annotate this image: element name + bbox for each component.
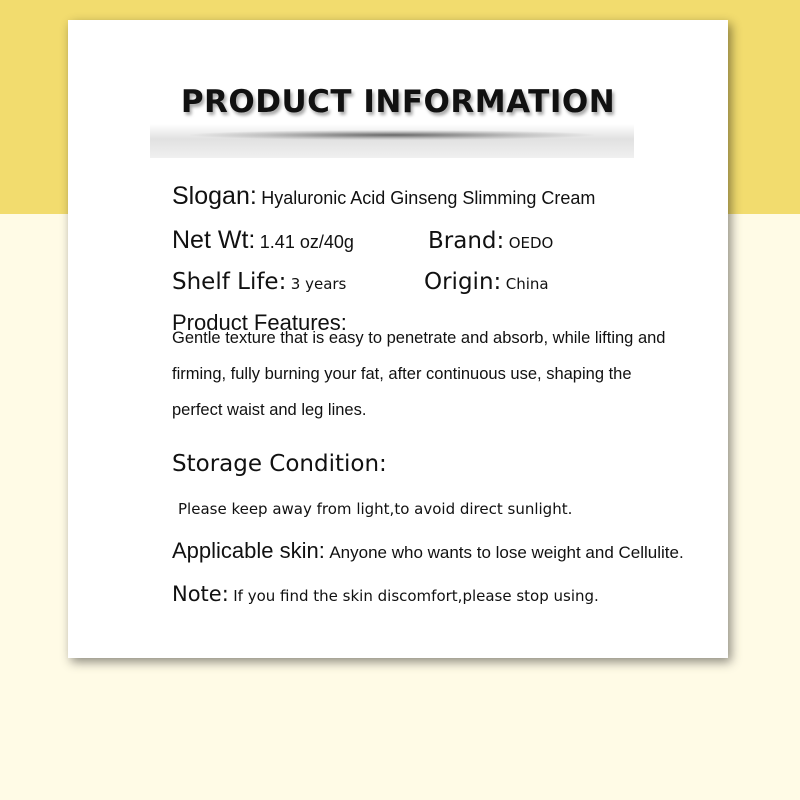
- features-line: firming, fully burning your fat, after continuous use, shaping the: [172, 365, 632, 383]
- features-label: Product Features:: [172, 310, 347, 335]
- origin-value: China: [505, 275, 549, 293]
- features-text: [172, 320, 732, 428]
- brand-value: OEDO: [508, 234, 554, 252]
- applicable-skin-label: Applicable skin:: [172, 538, 325, 563]
- slogan-value: Hyaluronic Acid Ginseng Slimming Cream: [261, 188, 596, 208]
- product-info-card: [68, 20, 728, 658]
- features-line: Gentle texture that is easy to penetrate and absorb, while lifting and: [172, 329, 666, 347]
- net-weight-label: Net Wt:: [172, 226, 256, 254]
- applicable-skin-row: [172, 538, 684, 564]
- note-row: [172, 582, 599, 606]
- storage-label: Storage Condition:: [172, 451, 387, 477]
- origin-label: Origin:: [424, 269, 502, 295]
- shelf-life-label: Shelf Life:: [172, 269, 287, 295]
- slogan-row: [172, 182, 595, 211]
- page-title: PRODUCT INFORMATION: [180, 84, 616, 120]
- shelf-life-row: [172, 269, 346, 295]
- note-label: Note:: [172, 582, 229, 606]
- storage-value: Please keep away from light,to avoid direct sunlight.: [178, 500, 573, 518]
- storage-value-row: [178, 500, 572, 519]
- applicable-skin-value: Anyone who wants to lose weight and Cellulite.: [329, 543, 684, 562]
- storage-row: [172, 451, 387, 477]
- brand-label: Brand:: [428, 228, 505, 254]
- note-value: If you find the skin discomfort,please stop using.: [233, 587, 599, 605]
- net-weight-row: [172, 226, 354, 255]
- net-weight-value: 1.41 oz/40g: [259, 232, 354, 252]
- origin-row: [424, 269, 549, 295]
- features-line: perfect waist and leg lines.: [172, 401, 367, 419]
- brand-row: [428, 228, 553, 254]
- shelf-life-value: 3 years: [290, 275, 347, 293]
- title-underline-bar: [150, 124, 634, 158]
- slogan-label: Slogan:: [172, 182, 257, 210]
